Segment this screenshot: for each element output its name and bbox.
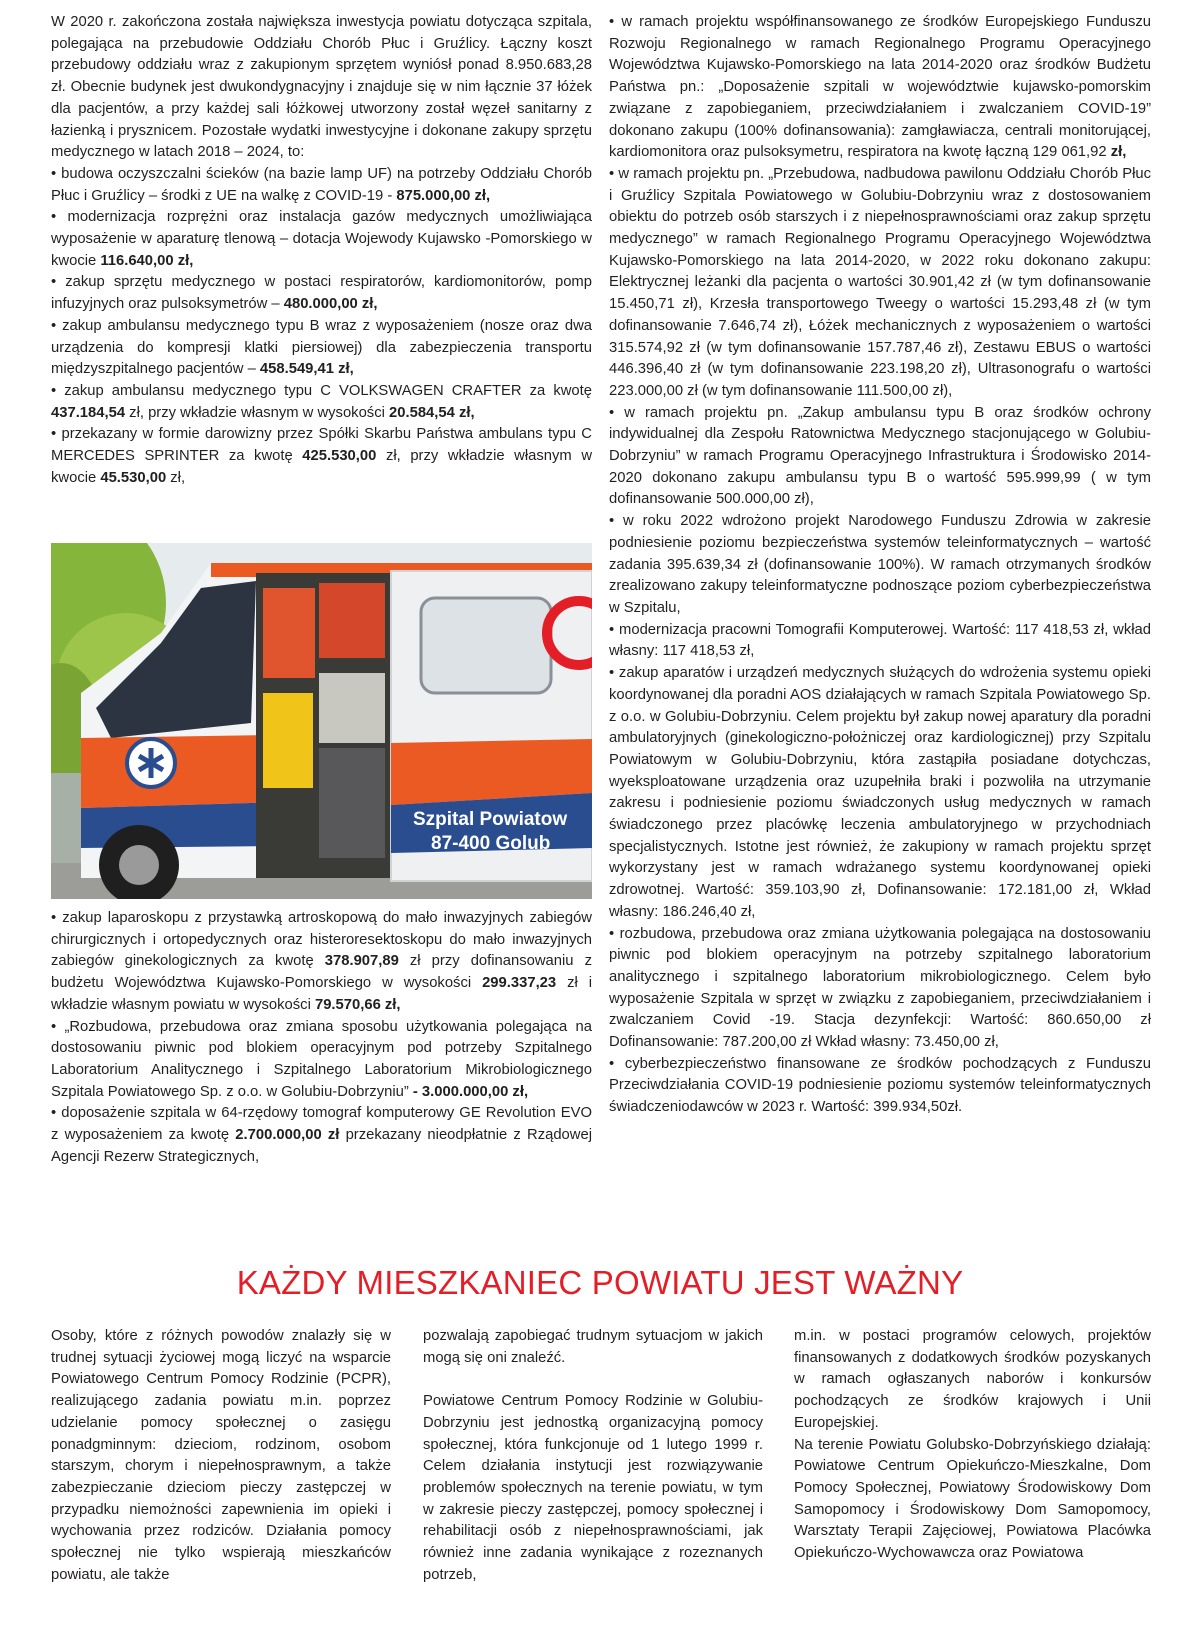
paragraph [609, 663, 1151, 923]
ambulance-photo [51, 543, 592, 899]
body-text: W 2020 r. zakończona została największa inwestycja powiatu dotycząca szpitala, polegająca na przebudowie Oddziału Chorób Płuc i Gruźlicy. Łączny koszt przebudowy oddziału wraz z zakupionym sprzętem wyniósł ponad 8.950.683,28 zł. Obecnie budynek jest dwukondygnacyjny i znajduje się w nim łącznie 37 łóżek dla pacjentów, a przy każdej sali łóżkowej utworzony został węzeł sanitarny z łazienką i prysznicem. Pozostałe wydatki inwestycyjne i dokonane zakupy sprzętu medycznego w latach 2018 – 2024, to: [51, 14, 592, 161]
article-bottom-column-3 [794, 1326, 1151, 1565]
paragraph: Powiatowe Centrum Pomocy Rodzinie w Golubiu-Dobrzyniu jest jednostką organizacyjną pomocy społecznej, która funkcjonuje od 1 lutego 1999 r. Celem działania instytucji jest rozwiązywanie problemów społecznych na terenie powiatu, w tym w zakresie pieczy zastępczej, pomocy społecznej i rehabilitacji osób z niepełnosprawnościami, jak również inne zadania wynikające z rozeznanych potrzeb, [423, 1393, 763, 1583]
body-text: zł, [166, 469, 186, 486]
body-text: • w ramach projektu pn. „Zakup ambulansu typu B oraz środków ochrony indywidualnej dla Zespołu Ratownictwa Medycznego stacjonującego w Golubiu-Dobrzyniu” w ramach Programu Operacyjnego Infrastruktura i Środowisko 2014-2020 dokonano zakupu ambulansu typu B o wartość 595.999,99 ( w tym dofinansowanie 500.000,00 zł), [609, 404, 1151, 508]
paragraph: Osoby, które z różnych powodów znalazły się w trudnej sytuacji życiowej mogą liczyć na wsparcie Powiatowego Centrum Pomocy Rodzinie (PCPR), realizującego zadania powiatu m.in. poprzez udzielanie pomocy społecznej o zasięgu ponadgminnym: dzieciom, rodzinom, osobom starszym, chorym i niepełnosprawnym, a także zabezpieczanie dzieciom pieczy zastępczej w przypadku niemożności zapewnienia im opieki i wychowania przez rodziców. Działania pomocy społecznej nie tylko wspierają mieszkańców powiatu, ale także [51, 1328, 391, 1583]
body-text: zł, przy wkładzie własnym w kwocie [51, 448, 593, 486]
body-text: • cyberbezpieczeństwo finansowane ze środków pochodzących z Funduszu Przeciwdziałania COVID-19 podniesienie poziomu systemów teleinformatycznych świadczeniodawców w 2023 r. Wartość: 399.934,50zł. [609, 1055, 1151, 1116]
body-text: • zakup aparatów i urządzeń medycznych służących do wdrożenia systemu opieki koordynowanej dla poradni AOS działających w ramach Szpitala Powiatowego Sp. z o.o. w Golubiu-Dobrzyniu. Celem projektu był zakup nowej aparatury dla poradni ambulatoryjnych (ginekologiczno-położniczej oraz kardiologicznej) przy Szpitalu Powiatowym w Golubiu-Dobrzyniu, która zastąpiła posiadane dotychczas, wyeksploatowane urządzenia oraz uzupełniła braki i pozwoliła na utrzymanie zakresu i podniesienie poziomu świadczonych usług medycznych w ramach świadczonego przez placówkę leczenia ambulatoryjnego w przychodniach specjalistycznych. Istotne jest również, że zakupiony w ramach projektu sprzęt wykorzystany jest w ramach wdrażanego systemu koordynowanej opieki zdrowotnej. Wartość: 359.103,90 zł, Dofinansowanie: 172.181,00 zł, Wkład własny: 186.246,40 zł, [609, 665, 1151, 920]
ambulance-text-line2: 87-400 Golub [431, 833, 551, 854]
amount-text: 299.337,23 [482, 975, 557, 992]
amount-text: - 3.000.000,00 zł, [412, 1083, 529, 1100]
body-text: • zakup laparoskopu z przystawką artroskopową do mało inwazyjnych zabiegów chirurgicznych i ortopedycznych oraz histeroresektoskopu do mało inwazyjnych zabiegów ginekologicznych za kwotę [51, 910, 592, 970]
paragraph [51, 908, 592, 1017]
paragraph-gap [423, 1369, 763, 1391]
paragraph [609, 1054, 1151, 1119]
paragraph [51, 272, 592, 315]
article-column-right [609, 12, 1151, 1119]
body-text: • modernizacja rozprężni oraz instalacja gazów medycznych umożliwiająca wyposażenie w aparaturę tlenową – dotacja Wojewody Kujawsko -Pomorskiego w kwocie [51, 209, 592, 269]
paragraph [609, 511, 1151, 620]
amount-text: 79.570,66 zł, [314, 996, 401, 1013]
paragraph [609, 164, 1151, 403]
amount-text: 378.907,89 [324, 953, 399, 970]
amount-text: 45.530,00 [100, 469, 167, 486]
body-text: zł, przy wkładzie własnym w wysokości [125, 404, 390, 421]
body-text: przekazany nieodpłatnie z Rządowej Agencji Rezerw Strategicznych, [51, 1127, 592, 1165]
paragraph: m.in. w postaci programów celowych, projektów finansowanych z dodatkowych środków pozyskanych w ramach ogłaszanych naborów i konkursów pochodzących ze środków krajowych i Unii Europejskiej. [794, 1328, 1151, 1431]
body-text: • w roku 2022 wdrożono projekt Narodowego Funduszu Zdrowia w zakresie podniesienie poziomu bezpieczeństwa systemów teleinformatycznych – wartość zadania 395.639,34 zł (dofinansowanie 100%). W ramach otrzymanych środków zrealizowano zakupy teleinformatyczne podnoszące poziom cyberbezpieczeństwa w Szpitalu, [609, 513, 1151, 616]
body-text: • „Rozbudowa, przebudowa oraz zmiana sposobu użytkowania polegająca na dostosowaniu piwnic pod blokiem operacyjnym pod potrzeby Szpitalnego Laboratorium Analitycznego i Szpitalnego Laboratorium Mikrobiologicznego Szpitala Powiatowego Sp. z o.o. w Golubiu-Dobrzyniu” [51, 1018, 592, 1100]
paragraph [51, 1017, 592, 1104]
ambulance-illustration [51, 543, 592, 899]
paragraph [51, 381, 592, 424]
body-text: • zakup ambulansu medycznego typu C VOLKSWAGEN CRAFTER za kwotę [51, 382, 592, 399]
paragraph: Na terenie Powiatu Golubsko-Dobrzyńskiego działają: Powiatowe Centrum Opiekuńczo-Mieszkalne, Dom Pomocy Społecznej, Powiatowy Środowiskowy Dom Samopomocy i Środowiskowy Dom Samopomocy, Warsztaty Terapii Zajęciowej, Powiatowa Placówka Opiekuńczo-Wychowawcza oraz Powiatowa [794, 1436, 1151, 1562]
body-text: • w ramach projektu pn. „Przebudowa, nadbudowa pawilonu Oddziału Chorób Płuc i Gruźlicy Szpitala Powiatowego w Golubiu-Dobrzyniu wraz z dostosowaniem obiektu do potrzeb osób starszych i z niepełnosprawnościami oraz zakup sprzętu medycznego” w ramach Regionalnego Programu Operacyjnego Województwa Kujawsko-Pomorskiego na lata 2014-2020, w 2022 roku dokonano zakupu: Elektrycznej leżanki dla pacjenta o wartości 30.901,42 zł (w tym dofinansowanie 15.450,71 zł), Krzesła transportowego Tweegy o wartości 15.293,48 zł (w tym dofinansowanie 7.646,74 zł), Łóżek mechanicznych z wyposażeniem o wartości 315.574,92 zł (w tym dofinansowanie 157.787,46 zł), Zestawu EBUS o wartości 446.396,40 zł (w tym dofinansowanie 223.198,20 zł), Ultrasonografu o wartości 223.000,00 zł (w tym dofinansowanie 111.500,00 zł), [609, 165, 1151, 399]
amount-text: 480.000,00 zł, [283, 296, 378, 313]
article-bottom-column-1 [51, 1326, 391, 1586]
body-text: • przekazany w formie darowizny przez Spółki Skarbu Państwa ambulans typu C MERCEDES SPRINTER za kwotę [51, 426, 592, 465]
body-text: • budowa oczyszczalni ścieków (na bazie lamp UF) na potrzeby Oddziału Chorób Płuc i Gruźlicy – środki z UE na walkę z COVID-19 - [51, 165, 592, 204]
amount-text: zł, [1110, 144, 1127, 161]
paragraph [609, 620, 1151, 663]
body-text: • doposażenie szpitala w 64-rzędowy tomograf komputerowy GE Revolution EVO z wyposażeniem za kwotę [51, 1105, 592, 1144]
article-bottom-column-2 [423, 1326, 763, 1586]
amount-text: 875.000,00 zł, [396, 187, 491, 204]
article-column-left-top [51, 12, 592, 489]
paragraph [51, 207, 592, 272]
body-text: • rozbudowa, przebudowa oraz zmiana użytkowania polegająca na dostosowaniu piwnic pod blokiem operacyjnym na potrzeby szpitalnego laboratorium analitycznego i szpitalnego laboratorium mikrobiologicznego. Celem było wyposażenie Szpitala w sprzęt w związku z zapobieganiem, przeciwdziałaniem i zwalczaniem Covid -19. Stacja dezynfekcji: Wartość: 860.650,00 zł Dofinansowanie: 787.200,00 zł Wkład własny: 73.450,00 zł, [609, 925, 1151, 1051]
body-text: • modernizacja pracowni Tomografii Komputerowej. Wartość: 117 418,53 zł, wkład własny: 117 418,53 zł, [609, 621, 1151, 660]
paragraph [609, 924, 1151, 1054]
amount-text: 20.584,54 zł, [389, 404, 475, 421]
amount-text: 2.700.000,00 zł [235, 1127, 340, 1144]
amount-text: 425.530,00 [302, 448, 377, 465]
body-text: • w ramach projektu współfinansowanego ze środków Europejskiego Funduszu Rozwoju Regionalnego w ramach Regionalnego Programu Operacyjnego Województwa Kujawsko-Pomorskiego na lata 2014-2020 oraz środków Budżetu Państwa pn.: „Doposażenie szpitali w województwie kujawsko-pomorskim związane z zapobieganiem, przeciwdziałaniem i zwalczaniem COVID-19” dokonano zakupu (100% dofinansowania): zamgławiacza, centrali monitorującej, kardiomonitora oraz pulsoksymetru, respiratora na kwotę łączną 129 061,92 [609, 14, 1151, 161]
ambulance-text-line1: Szpital Powiatow [413, 809, 568, 830]
body-text: zł i wkładzie własnym powiatu w wysokości [51, 975, 592, 1013]
article-column-left-bottom [51, 908, 592, 1168]
body-text: • zakup sprzętu medycznego w postaci respiratorów, kardiomonitorów, pomp infuzyjnych oraz pulsoksymetrów – [51, 274, 592, 313]
amount-text: 458.549,41 zł, [259, 361, 354, 378]
paragraph [609, 12, 1151, 164]
paragraph [51, 1103, 592, 1168]
body-text: • zakup ambulansu medycznego typu B wraz z wyposażeniem (nosze oraz dwa urządzenia do kompresji klatki piersiowej) dla zabezpieczenia transportu międzyszpitalnego pacjentów – [51, 317, 592, 378]
paragraph [51, 164, 592, 207]
amount-text: 437.184,54 [51, 404, 126, 421]
section-headline: KAŻDY MIESZKANIEC POWIATU JEST WAŻNY [236, 1264, 964, 1301]
amount-text: 116.640,00 zł, [100, 252, 194, 269]
paragraph [51, 316, 592, 381]
body-text: zł przy dofinansowaniu z budżetu Województwa Kujawsko-Pomorskiego w wysokości [51, 953, 592, 992]
paragraph [51, 424, 592, 489]
paragraph [609, 403, 1151, 512]
paragraph [51, 12, 592, 164]
paragraph: pozwalają zapobiegać trudnym sytuacjom w jakich mogą się oni znaleźć. [423, 1328, 763, 1366]
